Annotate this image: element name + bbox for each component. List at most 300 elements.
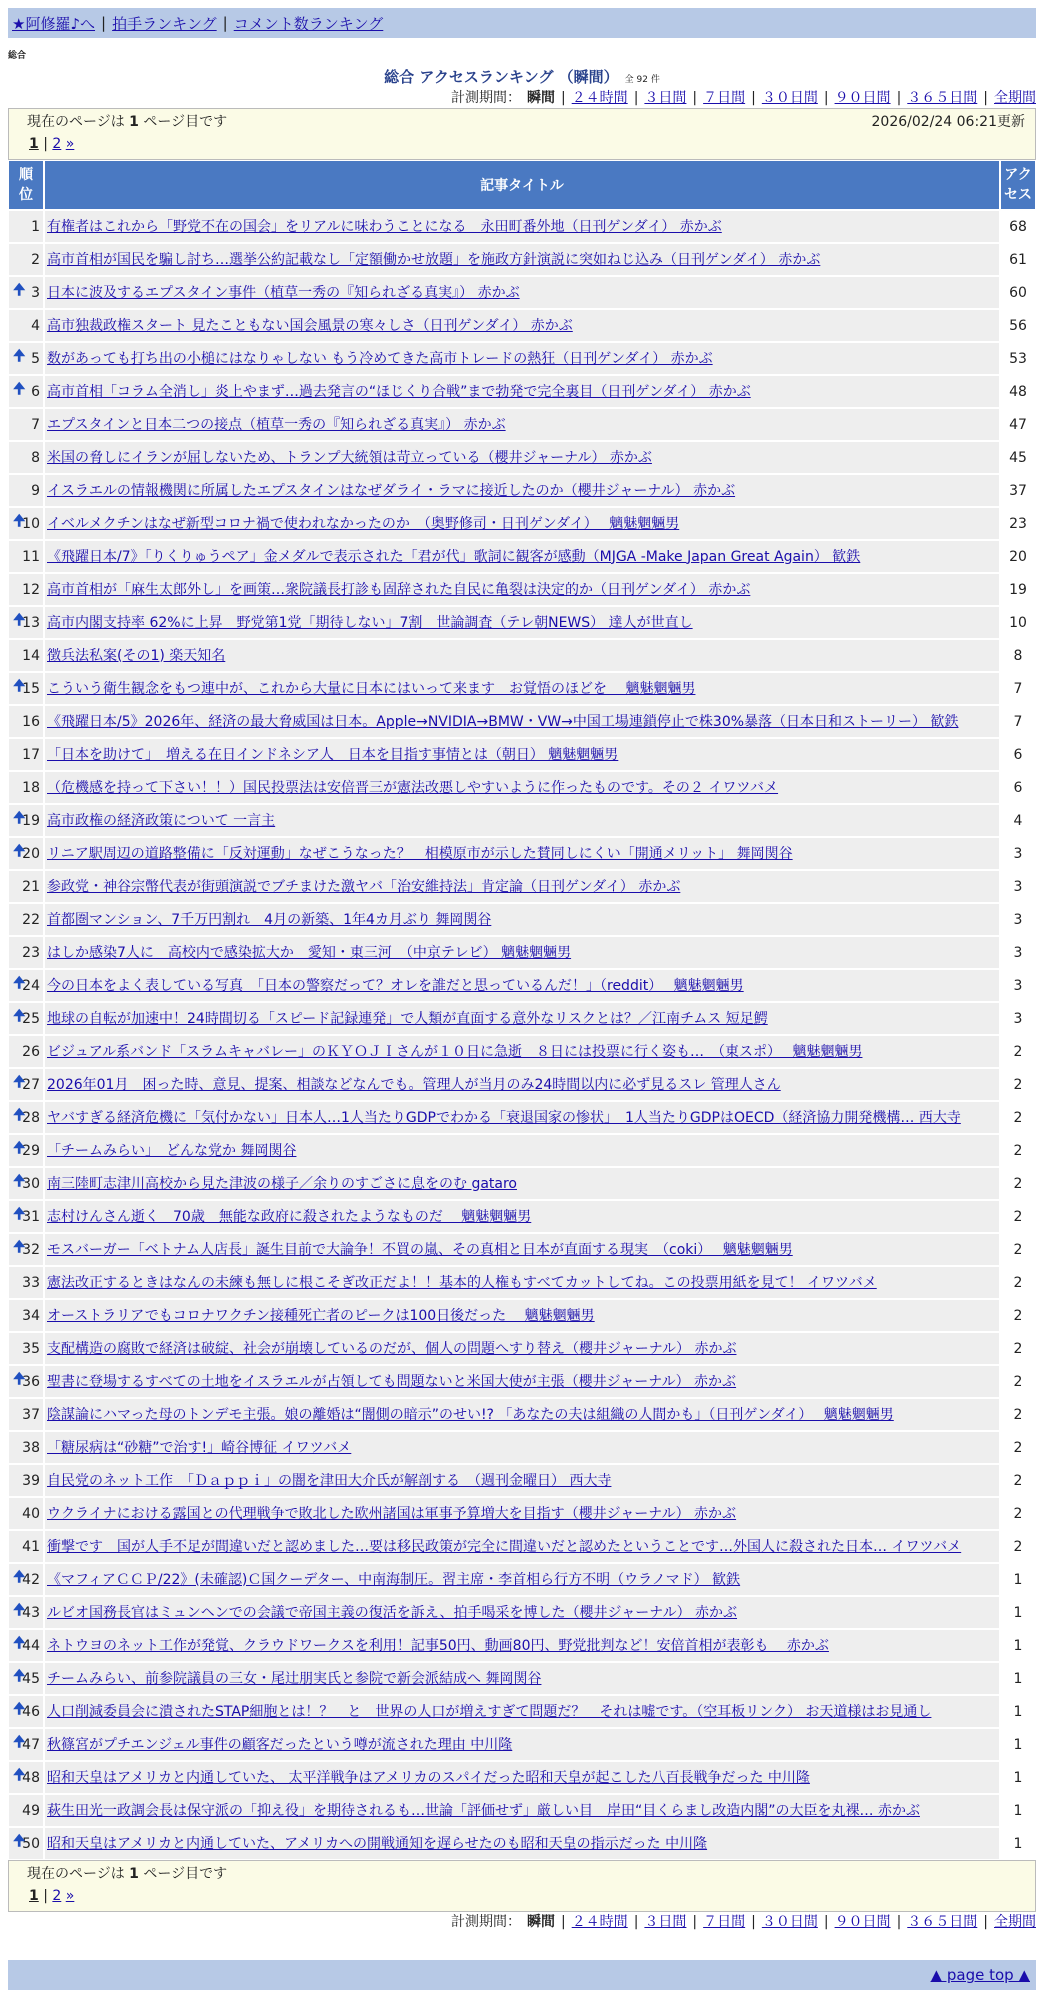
rank-number: 10 [22,515,40,532]
period-link[interactable]: ７日間 [703,90,746,106]
title-cell [44,309,1000,342]
rank-number: 32 [22,1241,40,1258]
table-row [8,1464,1036,1497]
rank-cell [8,870,44,903]
rank-number: 20 [22,845,40,862]
period-separator: | [983,90,988,106]
period-link[interactable]: 全期間 [994,1914,1036,1930]
rank-cell [8,309,44,342]
rank-number: 33 [22,1274,40,1291]
rank-up-icon: 🠉 [13,1137,26,1156]
access-count: 1 [1000,1629,1036,1662]
article-link[interactable]: 高市政権の経済政策について 一言主 [47,812,276,829]
period-link[interactable]: ９０日間 [834,1914,891,1930]
article-link[interactable]: 「糖尿病は“砂糖”で治す!」崎谷博征 イワツバメ [47,1439,352,1456]
page-title: 総合 アクセスランキング （瞬間） [384,68,619,86]
rank-cell [8,1497,44,1530]
table-row [8,1761,1036,1794]
period-link[interactable]: ７日間 [703,1914,746,1930]
rank-cell [8,408,44,441]
access-count: 1 [1000,1794,1036,1827]
article-link[interactable]: 人口削減委員会に潰されたSTAP細胞とは！？ と 世界の人口が増えすぎて問題だ？ それは嘘です。（空耳板リンク） お天道様はお見通し [47,1703,932,1720]
article-link[interactable]: 昭和天皇はアメリカと内通していた、 太平洋戦争はアメリカのスパイだった昭和天皇が起こした八百長戦争だった 中川隆 [47,1769,810,1786]
access-count: 2 [1000,1266,1036,1299]
title-cell [44,1596,1000,1629]
page-top-link[interactable]: ▲ page top ▲ [930,1966,1030,1984]
pagination-current: 1 [29,136,39,152]
current-page-text [27,1863,227,1885]
article-link[interactable]: イベルメクチンはなぜ新型コロナ禍で使われなかったのか （奥野修司・日刊ゲンダイ） 魑魅魍魎男 [47,515,680,532]
table-row [8,936,1036,969]
article-link[interactable]: 《飛躍日本/7》「りくりゅうペア」金メダルで表示された「君が代」歌詞に観客が感動（MJGA -Make Japan Great Again） 歓鉄 [47,548,861,565]
table-row [8,1530,1036,1563]
access-count: 3 [1000,837,1036,870]
table-row [8,441,1036,474]
rank-cell [8,936,44,969]
rank-cell [8,1266,44,1299]
rank-number: 42 [22,1571,40,1588]
pagination-current: 1 [29,1888,39,1904]
total-count: 全 92 件 [624,75,660,85]
period-link[interactable]: ３６５日間 [907,1914,978,1930]
rank-cell [8,969,44,1002]
title-cell [44,243,1000,276]
table-row [8,903,1036,936]
article-link[interactable]: こういう衛生観念をもつ連中が、これから大量に日本にはいって来ます お覚悟のほどを 魑魅魍魎男 [47,680,696,697]
rank-number: 38 [22,1439,40,1456]
access-count: 1 [1000,1827,1036,1860]
period-link[interactable]: ３０日間 [761,1914,818,1930]
period-link[interactable]: ３６５日間 [907,90,978,106]
rank-cell [8,1167,44,1200]
period-separator: | [896,1914,902,1930]
rank-number: 15 [22,680,40,697]
article-link[interactable]: 自民党のネット工作 「Ｄａｐｐｉ」の闇を津田大介氏が解剖する （週刊金曜日） 西大寺 [47,1472,612,1489]
current-page-suffix: ページ目です [138,1866,228,1882]
title-cell [44,1563,1000,1596]
access-count: 2 [1000,1101,1036,1134]
rank-cell [8,705,44,738]
title-cell [44,375,1000,408]
title-column-header: 記事タイトル [44,160,1000,210]
page-info-top [8,108,1036,160]
access-count: 3 [1000,969,1036,1002]
rank-number: 46 [22,1703,40,1720]
article-link[interactable]: 衝撃です 国が人手不足が間違いだと認めました…要は移民政策が完全に間違いだと認めたということです…外国人に殺された日本… イワツバメ [47,1538,962,1555]
access-count: 2 [1000,1299,1036,1332]
access-count: 48 [1000,375,1036,408]
article-link[interactable]: エプスタインと日本二つの接点（植草一秀の『知られざる真実』） 赤かぶ [47,416,506,433]
access-count: 2 [1000,1398,1036,1431]
access-count: 56 [1000,309,1036,342]
title-cell [44,738,1000,771]
access-count: 2 [1000,1464,1036,1497]
ranking-heading [8,66,1036,88]
rank-number: 44 [22,1637,40,1654]
rank-cell [8,606,44,639]
title-cell [44,1794,1000,1827]
rank-number: 29 [22,1142,40,1159]
period-current: 瞬間 [526,90,555,106]
title-cell [44,1299,1000,1332]
access-count: 2 [1000,1200,1036,1233]
title-cell [44,573,1000,606]
rank-cell [8,441,44,474]
access-count: 47 [1000,408,1036,441]
table-row [8,408,1036,441]
rank-number: 3 [31,284,40,301]
rank-cell [8,243,44,276]
access-count: 8 [1000,639,1036,672]
period-separator: | [751,1914,756,1930]
rank-number: 31 [22,1208,40,1225]
table-row [8,1200,1036,1233]
rank-number: 2 [31,251,40,268]
pagination [27,1885,1025,1907]
title-cell [44,771,1000,804]
table-row [8,672,1036,705]
title-cell [44,1431,1000,1464]
rank-up-icon: 🠉 [13,1632,26,1651]
table-row [8,606,1036,639]
bottom-bar [8,1960,1036,1990]
article-link[interactable]: 昭和天皇はアメリカと内通していた、アメリカへの開戦通知を遅らせたのも昭和天皇の指示だった 中川隆 [47,1835,708,1852]
title-cell [44,1530,1000,1563]
access-count: 61 [1000,243,1036,276]
access-count: 3 [1000,903,1036,936]
rank-cell [8,276,44,309]
rank-cell [8,540,44,573]
table-row [8,1167,1036,1200]
pagination-next[interactable]: » [65,136,75,152]
header-text-line2: セス [1004,187,1032,203]
period-separator: | [692,1914,698,1930]
rank-cell [8,1629,44,1662]
rank-number: 21 [22,878,40,895]
rank-up-icon: 🠉 [13,1203,26,1222]
article-link[interactable]: ルビオ国務長官はミュンヘンでの会議で帝国主義の復活を訴え、拍手喝采を博した（櫻井ジャーナル） 赤かぶ [47,1604,738,1621]
top-nav-bar [8,8,1036,38]
rank-up-icon: 🠉 [13,1731,26,1750]
rank-number: 25 [22,1010,40,1027]
title-cell [44,1233,1000,1266]
access-count: 2 [1000,1497,1036,1530]
rank-number: 39 [22,1472,40,1489]
table-row [8,1266,1036,1299]
rank-cell [8,1332,44,1365]
title-cell [44,837,1000,870]
rank-up-icon: 🠉 [13,1698,26,1717]
title-cell [44,903,1000,936]
access-count: 10 [1000,606,1036,639]
table-row [8,540,1036,573]
current-page-number: 1 [129,114,139,130]
rank-number: 40 [22,1505,40,1522]
title-cell [44,1167,1000,1200]
rank-cell [8,342,44,375]
rank-up-icon: 🠉 [13,1566,26,1585]
article-link[interactable]: オーストラリアでもコロナワクチン接種死亡者のピークは100日後だった 魑魅魍魎男 [47,1307,595,1324]
comment-ranking-link[interactable]: コメント数ランキング [233,14,384,33]
article-link[interactable]: 2026年01月 困った時、意見、提案、相談などなんでも。管理人が当月のみ24時間以内に必ず見るスレ 管理人さん [47,1076,781,1093]
rank-cell [8,1101,44,1134]
article-link[interactable]: 陰謀論にハマった母のトンデモ主張。娘の離婚は“闇側の暗示”のせい!? 「あなたの夫は組織の人間かも」（日刊ゲンダイ） 魑魅魍魎男 [47,1406,894,1423]
table-row [8,276,1036,309]
rank-number: 6 [31,383,40,400]
period-link[interactable]: ９０日間 [834,90,891,106]
period-selector-top [8,88,1036,108]
article-link[interactable]: 高市首相「コラム全消し」炎上やまず…過去発言の“ほじくり合戦”まで勃発で完全裏目（日刊ゲンダイ） 赤かぶ [47,383,751,400]
current-page-prefix: 現在のページは [27,114,130,130]
title-cell [44,606,1000,639]
period-separator: | [896,90,902,106]
article-link[interactable]: 萩生田光一政調会長は保守派の「抑え役」を期待されるも…世論「評価せず」厳しい目 岸田“目くらまし改造内閣”の大臣を丸裸… 赤かぶ [47,1802,920,1819]
rank-number: 36 [22,1373,40,1390]
article-link[interactable]: 有権者はこれから「野党不在の国会」をリアルに味わうことになる 永田町番外地（日刊ゲンダイ） 赤かぶ [47,218,722,235]
title-cell [44,1728,1000,1761]
period-separator: | [560,90,566,106]
article-link[interactable]: 聖書に登場するすべての土地をイスラエルが占領しても問題ないと米国大使が主張（櫻井ジャーナル） 赤かぶ [47,1373,737,1390]
rank-cell [8,837,44,870]
rank-cell [8,804,44,837]
rank-cell [8,1068,44,1101]
rank-cell [8,1596,44,1629]
table-row [8,1101,1036,1134]
access-count: 20 [1000,540,1036,573]
table-row [8,1431,1036,1464]
article-link[interactable]: 高市独裁政権スタート 見たこともない国会風景の寒々しさ（日刊ゲンダイ） 赤かぶ [47,317,573,334]
rank-cell [8,375,44,408]
pagination-link[interactable]: 2 [52,1888,62,1904]
table-header-row [8,160,1036,210]
article-link[interactable]: 高市内閣支持率 62%に上昇 野党第1党「期待しない」7割 世論調査（テレ朝NEWS） 達人が世直し [47,614,693,631]
article-link[interactable]: 「チームみらい」 どんな党か 舞岡関谷 [47,1142,297,1159]
rank-number: 9 [31,482,40,499]
rank-up-icon: 🠉 [13,1368,26,1387]
table-row [8,639,1036,672]
rank-number: 8 [31,449,40,466]
article-link[interactable]: はしか感染7人に 高校内で感染拡大か 愛知・東三河 （中京テレビ） 魑魅魍魎男 [47,944,572,961]
access-count: 53 [1000,342,1036,375]
title-cell [44,672,1000,705]
period-link[interactable]: ２４時間 [571,90,628,106]
table-row [8,474,1036,507]
table-row [8,705,1036,738]
rank-cell [8,1695,44,1728]
table-row [8,1134,1036,1167]
period-link[interactable]: ２４時間 [571,1914,628,1930]
article-link[interactable]: 地球の自転が加速中！24時間切る「スピード記録連発」で人類が直面する意外なリスクとは？／江南チムス 短足鰐 [47,1010,768,1027]
period-selector-bottom [8,1912,1036,1932]
table-row [8,375,1036,408]
table-row [8,1332,1036,1365]
pagination-next[interactable]: » [65,1888,75,1904]
rank-cell [8,1431,44,1464]
access-count: 1 [1000,1563,1036,1596]
rank-cell [8,672,44,705]
access-count: 3 [1000,870,1036,903]
table-row [8,837,1036,870]
table-row [8,1596,1036,1629]
title-cell [44,276,1000,309]
period-link[interactable]: ３日間 [644,1914,687,1930]
article-link[interactable]: 参政党・神谷宗幣代表が街頭演説でブチまけた激ヤバ「治安維持法」肯定論（日刊ゲンダイ） 赤かぶ [47,878,681,895]
title-cell [44,1134,1000,1167]
access-count: 1 [1000,1761,1036,1794]
article-link[interactable]: ネトウヨのネット工作が発覚、クラウドワークスを利用！記事50円、動画80円、野党批判など！安倍首相が表彰も 赤かぶ [47,1637,829,1654]
rank-cell [8,738,44,771]
table-row [8,1035,1036,1068]
period-link[interactable]: ３日間 [644,90,687,106]
period-separator: | [560,1914,566,1930]
title-cell [44,969,1000,1002]
article-link[interactable]: 南三陸町志津川高校から見た津波の様子／余りのすごさに息をのむ gataro [47,1175,517,1192]
rank-cell [8,1299,44,1332]
access-count: 60 [1000,276,1036,309]
article-link[interactable]: ヤバすぎる経済危機に「気付かない」日本人…1人当たりGDPでわかる「衰退国家の惨状」 1人当たりGDPはOECD（経済協力開発機構… 西大寺 [47,1109,961,1126]
rank-number: 14 [22,647,40,664]
title-cell [44,639,1000,672]
page-info-line [27,1863,1025,1885]
rank-number: 1 [31,218,40,235]
access-count: 1 [1000,1728,1036,1761]
article-link[interactable]: 《飛躍日本/5》2026年、経済の最大脅威国は日本。Apple→NVIDIA→BMW・VW→中国工場連鎖停止で株30%暴落（日本日和ストーリー） 歓鉄 [47,713,959,730]
rank-cell [8,1563,44,1596]
article-link[interactable]: 今の日本をよく表している写真 「日本の警察だって？オレを誰だと思っているんだ！」（reddit） 魑魅魍魎男 [47,977,744,994]
rank-number: 17 [22,746,40,763]
table-row [8,1695,1036,1728]
rank-number: 4 [31,317,40,334]
rank-cell [8,1761,44,1794]
rank-number: 22 [22,911,40,928]
rank-up-icon: 🠉 [13,1071,26,1090]
rank-cell [8,903,44,936]
table-row [8,1662,1036,1695]
rank-cell [8,1827,44,1860]
article-link[interactable]: 《マフィアＣＣＰ/22》(未確認)Ｃ国クーデター、中南海制圧。習主席・李首相ら行方不明（ウラノマド） 歓鉄 [47,1571,741,1588]
period-current: 瞬間 [526,1914,555,1930]
title-cell [44,1101,1000,1134]
period-separator: | [751,90,756,106]
table-row [8,309,1036,342]
access-count: 6 [1000,738,1036,771]
article-link[interactable]: 米国の脅しにイランが屈しないため、トランプ大統領は苛立っている（櫻井ジャーナル） 赤かぶ [47,449,652,466]
article-link[interactable]: モスバーガー「ベトナム人店長」誕生目前で大論争！不買の嵐、その真相と日本が直面する現実 （coki） 魑魅魍魎男 [47,1241,793,1258]
article-link[interactable]: チームみらい、前参院議員の三女・尾辻朋実氏と参院で新会派結成へ 舞岡関谷 [47,1670,542,1687]
current-page-prefix: 現在のページは [27,1866,130,1882]
article-link[interactable]: 徴兵法私案(その1) 楽天知名 [47,647,226,664]
article-link[interactable]: 日本に波及するエプスタイン事件（植草一秀の『知られざる真実』） 赤かぶ [47,284,520,301]
article-link[interactable]: 高市首相が国民を騙し討ち…選挙公約記載なし「定額働かせ放題」を施政方針演説に突如ねじ込み（日刊ゲンダイ） 赤かぶ [47,251,821,268]
rank-cell [8,1794,44,1827]
article-link[interactable]: 志村けんさん逝く 70歳 無能な政府に殺されたようなものだ 魑魅魍魎男 [47,1208,532,1225]
rank-cell [8,1464,44,1497]
rank-number: 37 [22,1406,40,1423]
article-link[interactable]: リニア駅周辺の道路整備に「反対運動」なぜこうなった？ 相模原市が示した賛同しにくい「開通メリット」 舞岡関谷 [47,845,793,862]
title-cell [44,210,1000,243]
updated-timestamp: 2026/02/24 06:21更新 [871,114,1025,130]
rank-up-icon: 🠉 [13,279,26,298]
article-link[interactable]: 数があっても打ち出の小槌にはなりゃしない もう冷めてきた高市トレードの熱狂（日刊ゲンダイ） 赤かぶ [47,350,713,367]
article-link[interactable]: ビジュアル系バンド「スラムキャバレー」のＫＹＯＪＩさんが１０日に急逝 ８日には投票に行く姿も… （東スポ） 魑魅魍魎男 [47,1043,863,1060]
article-link[interactable]: 高市首相が「麻生太郎外し」を画策…衆院議長打診も固辞された自民に亀裂は決定的か（日刊ゲンダイ） 赤かぶ [47,581,751,598]
rank-up-icon: 🠉 [13,510,26,529]
home-link[interactable]: ★阿修羅♪へ [12,14,96,33]
title-cell [44,936,1000,969]
pagination [27,133,1025,155]
table-row [8,738,1036,771]
title-cell [44,441,1000,474]
access-count: 3 [1000,1002,1036,1035]
rank-cell [8,1002,44,1035]
rank-cell [8,1233,44,1266]
table-row [8,342,1036,375]
rank-number: 26 [22,1043,40,1060]
clap-ranking-link[interactable]: 拍手ランキング [112,14,217,33]
rank-up-icon: 🠉 [13,675,26,694]
article-link[interactable]: 憲法改正するときはなんの未練も無しに根こそぎ改正だよ！！基本的人権もすべてカットしてね。この投票用紙を見て！ イワツバメ [47,1274,877,1291]
title-cell [44,408,1000,441]
article-link[interactable]: 秋篠宮がプチエンジェル事件の顧客だったという噂が流された理由 中川隆 [47,1736,513,1753]
period-link[interactable]: ３０日間 [761,90,818,106]
access-count: 23 [1000,507,1036,540]
table-row [8,969,1036,1002]
rank-cell [8,210,44,243]
rank-cell [8,474,44,507]
access-count: 19 [1000,573,1036,606]
rank-up-icon: 🠉 [13,1830,26,1849]
title-cell [44,1035,1000,1068]
article-link[interactable]: イスラエルの情報機関に所属したエプスタインはなぜダライ・ラマに接近したのか（櫻井ジャーナル） 赤かぶ [47,482,736,499]
ranking-table [8,160,1036,1860]
rank-number: 13 [22,614,40,631]
article-link[interactable]: （危機感を持って下さい！！）国民投票法は安倍晋三が憲法改悪しやすいように作ったものです。その２ イワツバメ [47,779,779,796]
rank-number: 34 [22,1307,40,1324]
table-row [8,507,1036,540]
title-cell [44,1266,1000,1299]
access-count: 7 [1000,672,1036,705]
rank-column-header [8,160,44,210]
title-cell [44,705,1000,738]
ranking-page [8,8,1036,1990]
title-cell [44,474,1000,507]
access-column-header [1000,160,1036,210]
pagination-link[interactable]: 2 [52,136,62,152]
access-count: 1 [1000,1662,1036,1695]
rank-number: 16 [22,713,40,730]
rank-up-icon: 🠉 [13,1170,26,1189]
rank-number: 18 [22,779,40,796]
pagination-separator: | [38,136,53,152]
article-link[interactable]: 支配構造の腐敗で経済は破綻、社会が崩壊しているのだが、個人の問題へすり替え（櫻井ジャーナル） 赤かぶ [47,1340,737,1357]
rank-number: 28 [22,1109,40,1126]
access-count: 2 [1000,1431,1036,1464]
title-cell [44,1761,1000,1794]
title-cell [44,540,1000,573]
table-row [8,1497,1036,1530]
rank-up-icon: 🠉 [13,1599,26,1618]
rank-up-icon: 🠉 [13,840,26,859]
period-link[interactable]: 全期間 [994,90,1036,106]
article-link[interactable]: 「日本を助けて」 増える在日インドネシア人 日本を目指す事情とは（朝日） 魑魅魍魎男 [47,746,619,763]
article-link[interactable]: ウクライナにおける露国との代理戦争で敗北した欧州諸国は軍事予算増大を目指す（櫻井ジャーナル） 赤かぶ [47,1505,737,1522]
header-text-line1: 順 [19,167,33,183]
table-row [8,573,1036,606]
article-link[interactable]: 首都圏マンション、7千万円割れ 4月の新築、1年4カ月ぶり 舞岡関谷 [47,911,492,928]
title-cell [44,1464,1000,1497]
table-row [8,1827,1036,1860]
rank-number: 47 [22,1736,40,1753]
